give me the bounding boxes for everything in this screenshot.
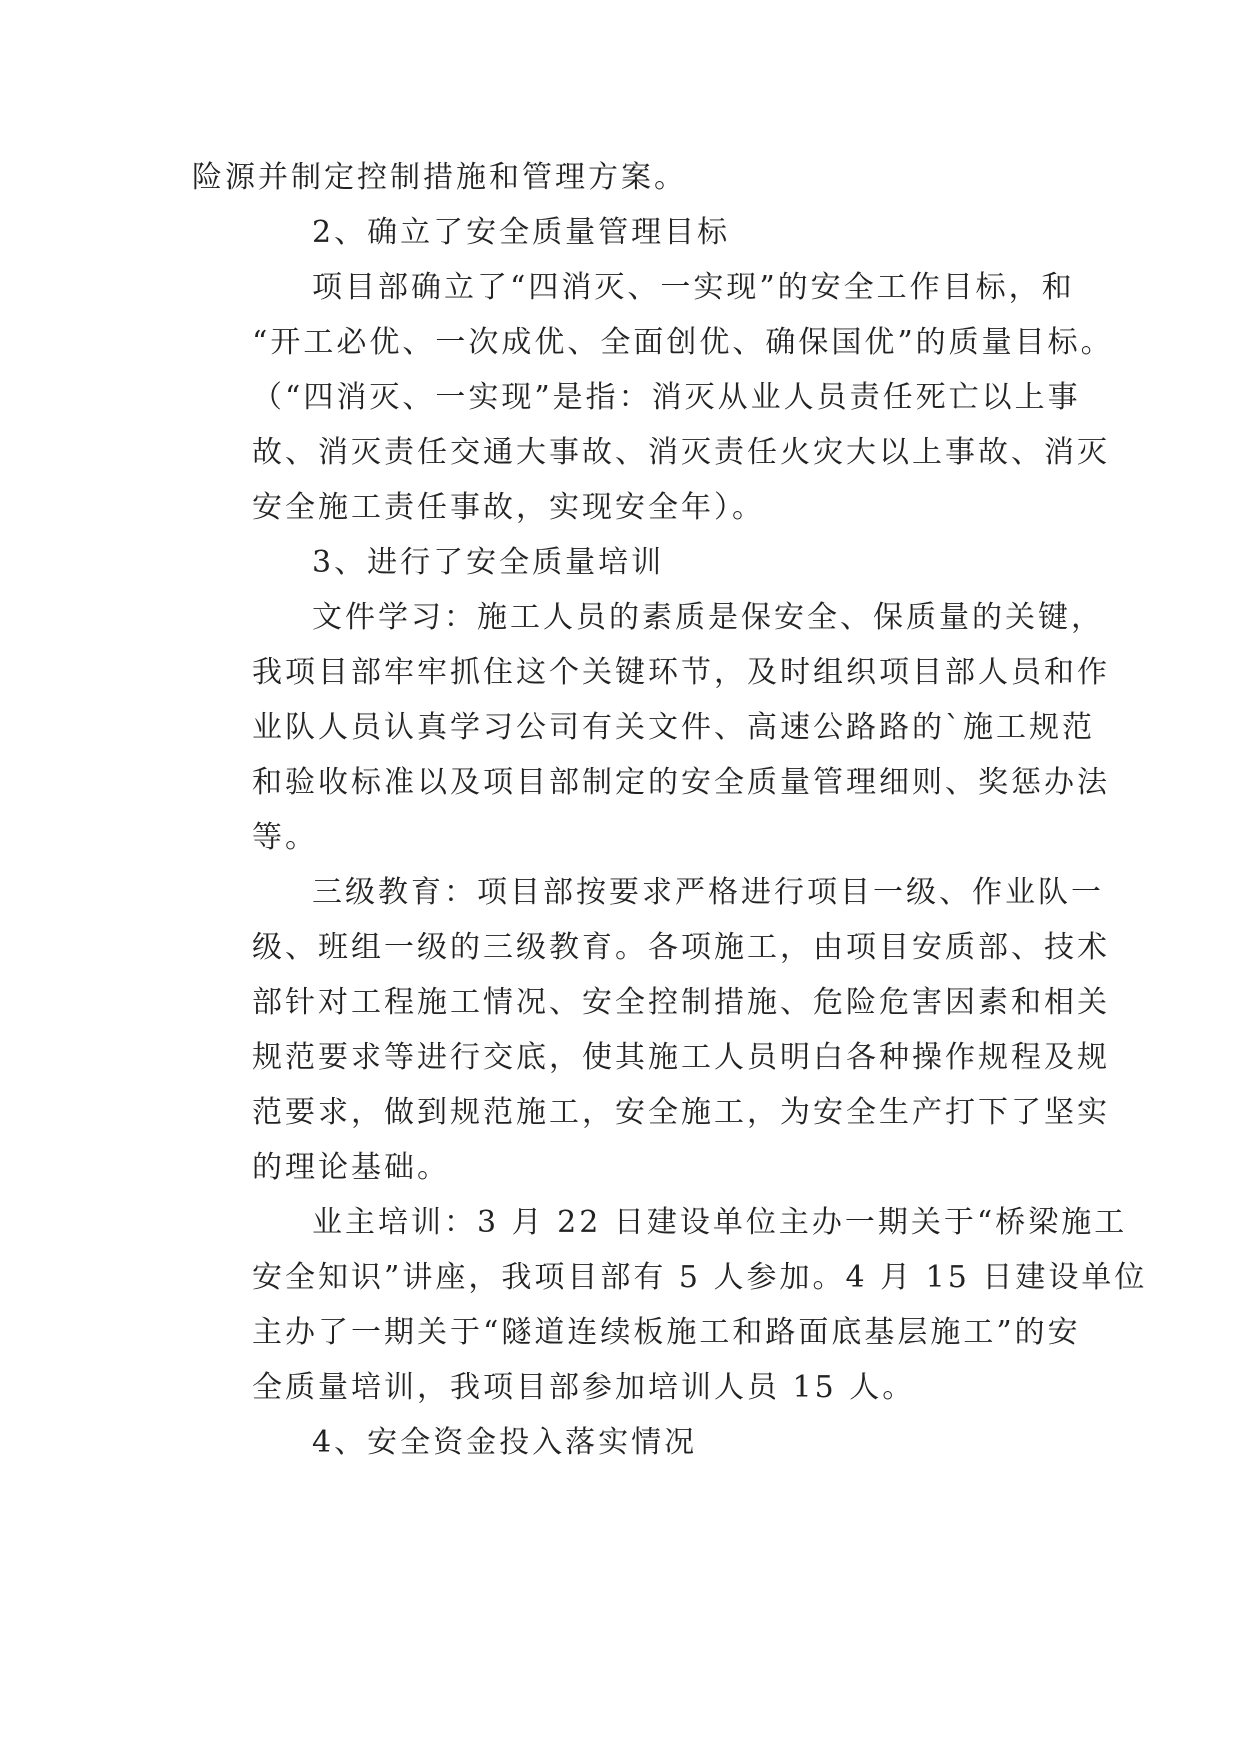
section-heading-3 — [192, 535, 1048, 590]
text-line: 范要求，做到规范施工，安全施工，为安全生产打下了坚实 — [252, 1095, 1110, 1130]
paragraph-safety-goals — [192, 260, 1114, 535]
text-line: 项目部确立了“四消灭、一实现”的安全工作目标，和 — [312, 270, 1075, 305]
paragraph-owner-training — [192, 1195, 1148, 1415]
text-line: 的理论基础。 — [252, 1150, 450, 1185]
text-line: “开工必优、一次成优、全面创优、确保国优”的质量目标。 — [252, 325, 1114, 360]
text-line: 主办了一期关于“隧道连续板施工和路面底基层施工”的安 — [252, 1315, 1081, 1350]
text-line: 全质量培训，我项目部参加培训人员 15 人。 — [252, 1370, 916, 1405]
text-line: 险源并制定控制措施和管理方案。 — [192, 160, 687, 195]
text-line: 故、消灭责任交通大事故、消灭责任火灾大以上事故、消灭 — [252, 435, 1110, 470]
text-line: 和验收标准以及项目部制定的安全质量管理细则、奖惩办法 — [252, 765, 1110, 800]
text-line: 规范要求等进行交底，使其施工人员明白各种操作规程及规 — [252, 1040, 1110, 1075]
text-line: 文件学习：施工人员的素质是保安全、保质量的关键， — [312, 600, 1104, 635]
text-line: 我项目部牢牢抓住这个关键环节，及时组织项目部人员和作 — [252, 655, 1110, 690]
text-line: 业主培训：3 月 22 日建设单位主办一期关于“桥梁施工 — [312, 1205, 1128, 1240]
text-line: 等。 — [252, 820, 318, 855]
text-line: 三级教育：项目部按要求严格进行项目一级、作业队一 — [312, 875, 1104, 910]
heading-text: 4、安全资金投入落实情况 — [312, 1425, 698, 1460]
paragraph-continuation — [192, 150, 1048, 205]
text-line: 级、班组一级的三级教育。各项施工，由项目安质部、技术 — [252, 930, 1110, 965]
text-line: （“四消灭、一实现”是指：消灭从业人员责任死亡以上事 — [252, 380, 1081, 415]
text-line: 安全施工责任事故，实现安全年）。 — [252, 490, 765, 525]
heading-text: 2、确立了安全质量管理目标 — [312, 215, 731, 250]
document-body — [192, 150, 1148, 1470]
section-heading-2 — [192, 205, 1048, 260]
text-line: 业队人员认真学习公司有关文件、高速公路路的`施工规范 — [252, 710, 1095, 745]
paragraph-three-level-education — [192, 865, 1110, 1195]
text-line: 安全知识”讲座，我项目部有 5 人参加。4 月 15 日建设单位 — [252, 1260, 1148, 1295]
section-heading-4 — [192, 1415, 1048, 1470]
paragraph-document-study — [192, 590, 1110, 865]
text-line: 部针对工程施工情况、安全控制措施、危险危害因素和相关 — [252, 985, 1110, 1020]
heading-text: 3、进行了安全质量培训 — [312, 545, 665, 580]
